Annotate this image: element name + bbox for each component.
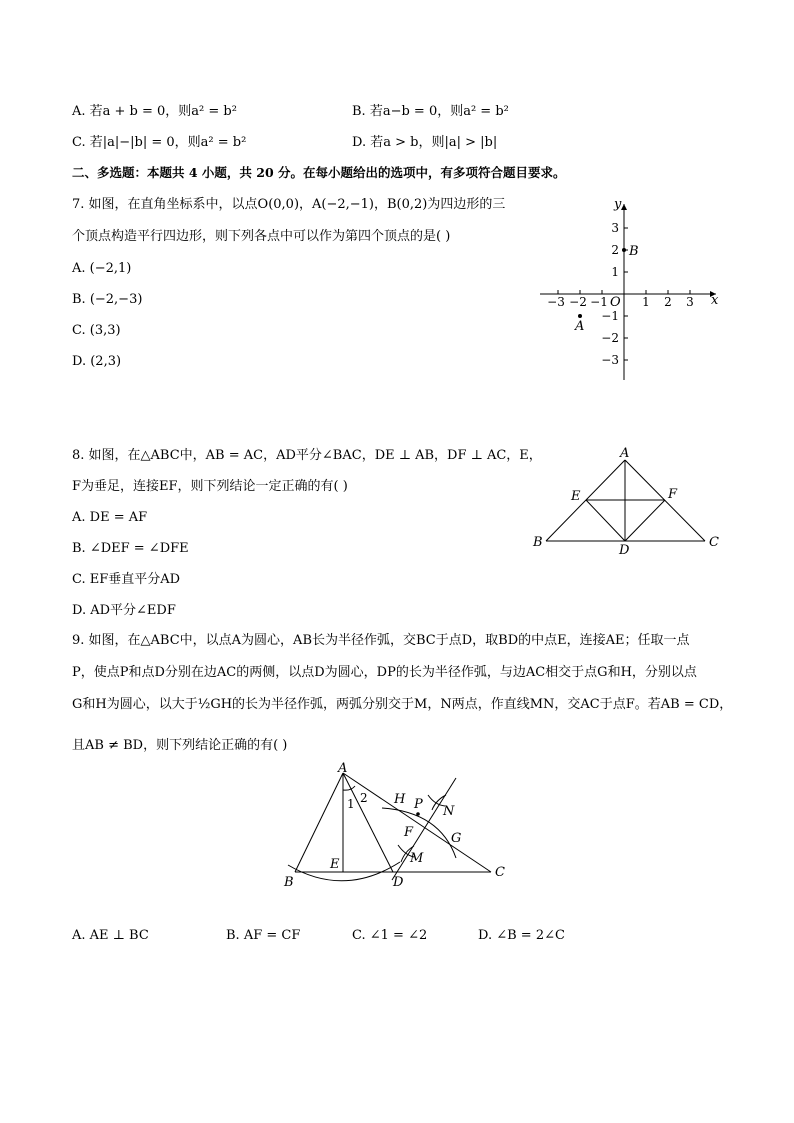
x-axis-label: x	[711, 293, 719, 308]
q8-option-c: C. EF垂直平分AD	[72, 572, 181, 587]
label-f: F	[404, 825, 414, 840]
segment-df	[625, 500, 665, 541]
x-tick-label: −1	[590, 295, 608, 309]
q9-stem-line4: 且AB ≠ BD，则下列结论正确的有( )	[72, 738, 288, 753]
x-tick-label: −3	[547, 295, 565, 309]
x-tick-label: 3	[686, 295, 694, 309]
label-f: F	[668, 487, 678, 502]
q8-stem-line1: 8. 如图，在△ABC中，AB = AC，AD平分∠BAC，DE ⊥ AB，DF ⊥ AC，E，	[72, 448, 542, 463]
arc-bd	[288, 862, 400, 881]
label-d: D	[619, 543, 630, 558]
q7-option-a: A. (−2,1)	[72, 261, 132, 276]
point-a-dot	[578, 314, 582, 318]
y-tick-label: −2	[601, 331, 619, 345]
q9-stem-line1: 9. 如图，在△ABC中，以点A为圆心，AB长为半径作弧，交BC于点D，取BD的中点E，连接AE；任取一点	[72, 633, 690, 648]
segment-ad	[343, 773, 393, 872]
y-tick-label: −3	[601, 353, 619, 367]
x-tick-label: 1	[642, 295, 650, 309]
q9-stem-line3: G和H为圆心，以大于½GH的长为半径作弧，两弧分别交于M，N两点，作直线MN，交AC于点F。若AB = CD，	[72, 697, 733, 712]
q9-option-c: C. ∠1 = ∠2	[352, 928, 428, 943]
section-2-heading: 二、多选题：本题共 4 小题，共 20 分。在每小题给出的选项中，有多项符合题目要求。	[72, 165, 566, 180]
q9-option-b: B. AF = CF	[226, 928, 301, 943]
origin-label: O	[610, 295, 621, 310]
y-axis-label: y	[614, 197, 622, 212]
point-a-label: A	[575, 319, 585, 334]
label-a: A	[338, 761, 348, 776]
q9-option-a: A. AE ⊥ BC	[72, 928, 149, 943]
x-tick-label: 2	[664, 295, 672, 309]
q8-option-b: B. ∠DEF = ∠DFE	[72, 541, 189, 556]
y-tick-label: −1	[601, 309, 619, 323]
label-c: C	[709, 535, 719, 550]
q7-stem-line1: 7. 如图，在直角坐标系中，以点O(0,0)，A(−2,−1)，B(0,2)为四边形的三	[72, 197, 506, 212]
q6-option-b: B. 若a−b = 0，则a² = b²	[352, 104, 509, 119]
q7-stem-line2: 个顶点构造平行四边形，则下列各点中可以作为第四个顶点的是( )	[72, 229, 451, 244]
q7-option-c: C. (3,3)	[72, 323, 121, 338]
label-g: G	[451, 831, 462, 846]
label-b: B	[284, 875, 294, 890]
q8-triangle-figure	[530, 440, 730, 558]
q9-option-d: D. ∠B = 2∠C	[478, 928, 565, 943]
x-tick-label: −2	[569, 295, 587, 309]
label-a: A	[620, 446, 630, 461]
label-e: E	[330, 857, 340, 872]
y-tick-label: 2	[611, 243, 619, 257]
y-tick-label: 1	[611, 265, 619, 279]
point-b-dot	[622, 248, 626, 252]
label-h: H	[394, 792, 406, 807]
q9-construction-figure	[280, 755, 520, 890]
label-e: E	[571, 489, 581, 504]
point-p-dot	[416, 812, 420, 816]
angle-arc	[343, 786, 355, 790]
label-c: C	[495, 865, 505, 880]
point-b-label: B	[629, 244, 639, 259]
q6-option-c: C. 若|a|−|b| = 0，则a² = b²	[72, 135, 247, 150]
q9-stem-line2: P，使点P和点D分别在边AC的两侧，以点D为圆心，DP的长为半径作弧，与边AC相交于点G和H，分别以点	[72, 665, 697, 680]
angle-2-label: 2	[360, 791, 368, 805]
angle-1-label: 1	[347, 797, 355, 811]
q7-option-b: B. (−2,−3)	[72, 292, 143, 307]
q6-option-d: D. 若a > b，则|a| > |b|	[352, 135, 498, 150]
q7-option-d: D. (2,3)	[72, 354, 122, 369]
label-p: P	[414, 797, 423, 812]
label-d: D	[393, 875, 404, 890]
y-tick-label: 3	[611, 221, 619, 235]
q7-coordinate-figure	[530, 195, 730, 385]
q8-stem-line2: F为垂足，连接EF，则下列结论一定正确的有( )	[72, 479, 348, 494]
q8-option-d: D. AD平分∠EDF	[72, 603, 176, 618]
label-m: M	[410, 851, 424, 866]
segment-de	[586, 500, 625, 541]
q6-option-a: A. 若a + b = 0，则a² = b²	[72, 104, 237, 119]
label-n: N	[443, 804, 455, 819]
label-b: B	[533, 535, 543, 550]
q8-option-a: A. DE = AF	[72, 510, 148, 525]
